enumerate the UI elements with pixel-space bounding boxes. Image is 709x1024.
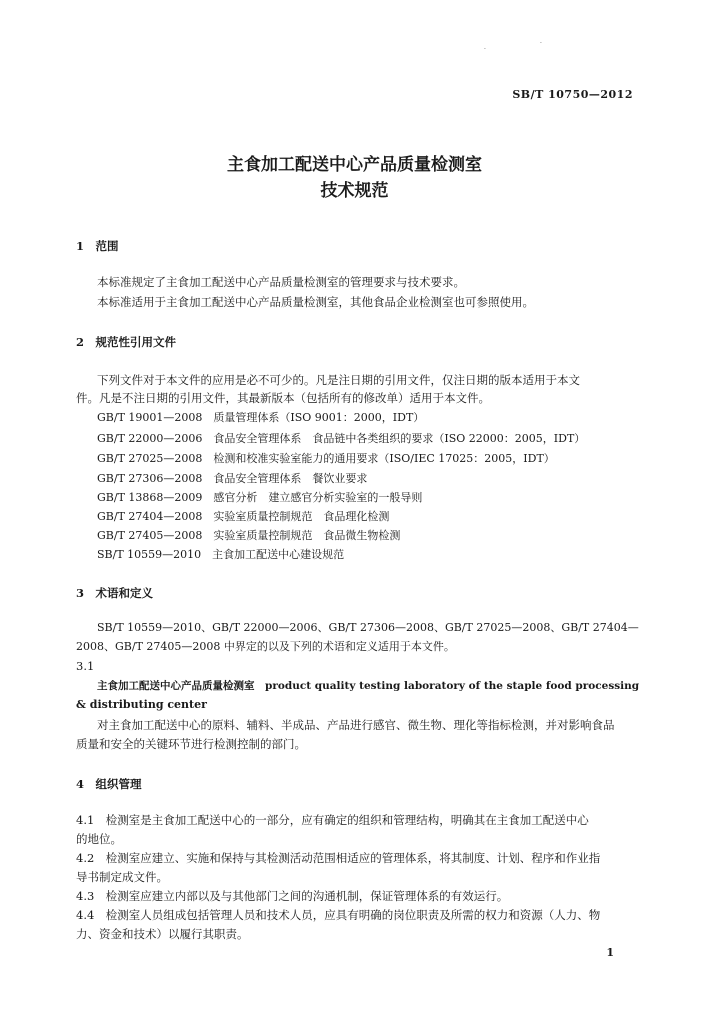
scan-dot: ·	[540, 40, 542, 47]
clause-text: 4.1 检测室是主食加工配送中心的一部分，应有确定的组织和管理结构，明确其在主食加工配送中心	[76, 813, 589, 827]
page-title: 主食加工配送中心产品质量检测室	[227, 155, 482, 175]
section-3-paragraph: SB/T 10559—2010、GB/T 22000—2006、GB/T 27306—2008、GB/T 27025—2008、GB/T 27404—	[97, 621, 639, 634]
scan-dot: ·	[484, 46, 486, 53]
section-2-paragraph: 下列文件对于本文件的应用是必不可少的。凡是注日期的引用文件，仅注日期的版本适用于本文	[97, 373, 580, 387]
reference-item: GB/T 27025—2008 检测和校准实验室能力的通用要求（ISO/IEC 17025：2005，IDT）	[97, 452, 555, 465]
reference-item: SB/T 10559—2010 主食加工配送中心建设规范	[97, 548, 345, 561]
section-3-paragraph: 2008、GB/T 27405—2008 中界定的以及下列的术语和定义适用于本文件。	[76, 640, 455, 653]
section-1-paragraph: 本标准规定了主食加工配送中心产品质量检测室的管理要求与技术要求。	[97, 275, 465, 289]
clause-text: 4.3 检测室应建立内部以及与其他部门之间的沟通机制，保证管理体系的有效运行。	[76, 889, 509, 903]
reference-item: GB/T 27404—2008 实验室质量控制规范 食品理化检测	[97, 510, 390, 523]
reference-item: GB/T 27405—2008 实验室质量控制规范 食品微生物检测	[97, 529, 401, 542]
section-1-heading: 1 范围	[76, 239, 119, 253]
page-number: 1	[606, 946, 614, 959]
section-2-heading: 2 规范性引用文件	[76, 335, 177, 349]
clause-text: 导书制定成文件。	[76, 870, 168, 884]
clause-text: 的地位。	[76, 832, 122, 846]
term-title: & distributing center	[76, 698, 207, 711]
term-title: 主食加工配送中心产品质量检测室 product quality testing laboratory of the staple food processing	[97, 680, 640, 692]
reference-item: GB/T 19001—2008 质量管理体系（ISO 9001：2000，IDT）	[97, 411, 425, 424]
page-subtitle: 技术规范	[320, 181, 389, 201]
reference-item: GB/T 13868—2009 感官分析 建立感官分析实验室的一般导则	[97, 491, 423, 504]
clause-number: 3.1	[76, 659, 95, 673]
term-definition: 质量和安全的关键环节进行检测控制的部门。	[76, 737, 306, 751]
clause-text: 4.4 检测室人员组成包括管理人员和技术人员，应具有明确的岗位职责及所需的权力和资源（人力、物	[76, 908, 601, 922]
term-definition: 对主食加工配送中心的原料、辅料、半成品、产品进行感官、微生物、理化等指标检测，并对影响食品	[97, 718, 615, 732]
section-3-heading: 3 术语和定义	[76, 586, 154, 600]
section-2-paragraph: 件。凡是不注日期的引用文件，其最新版本（包括所有的修改单）适用于本文件。	[76, 391, 490, 405]
document-code: SB/T 10750—2012	[512, 88, 633, 101]
reference-item: GB/T 22000—2006 食品安全管理体系 食品链中各类组织的要求（ISO 22000：2005，IDT）	[97, 432, 586, 445]
section-1-paragraph: 本标准适用于主食加工配送中心产品质量检测室，其他食品企业检测室也可参照使用。	[97, 295, 534, 309]
section-4-heading: 4 组织管理	[76, 777, 142, 791]
clause-text: 力、资金和技术）以履行其职责。	[76, 927, 249, 941]
reference-item: GB/T 27306—2008 食品安全管理体系 餐饮业要求	[97, 472, 368, 485]
clause-text: 4.2 检测室应建立、实施和保持与其检测活动范围相适应的管理体系，将其制度、计划、程序和作业指	[76, 851, 601, 865]
